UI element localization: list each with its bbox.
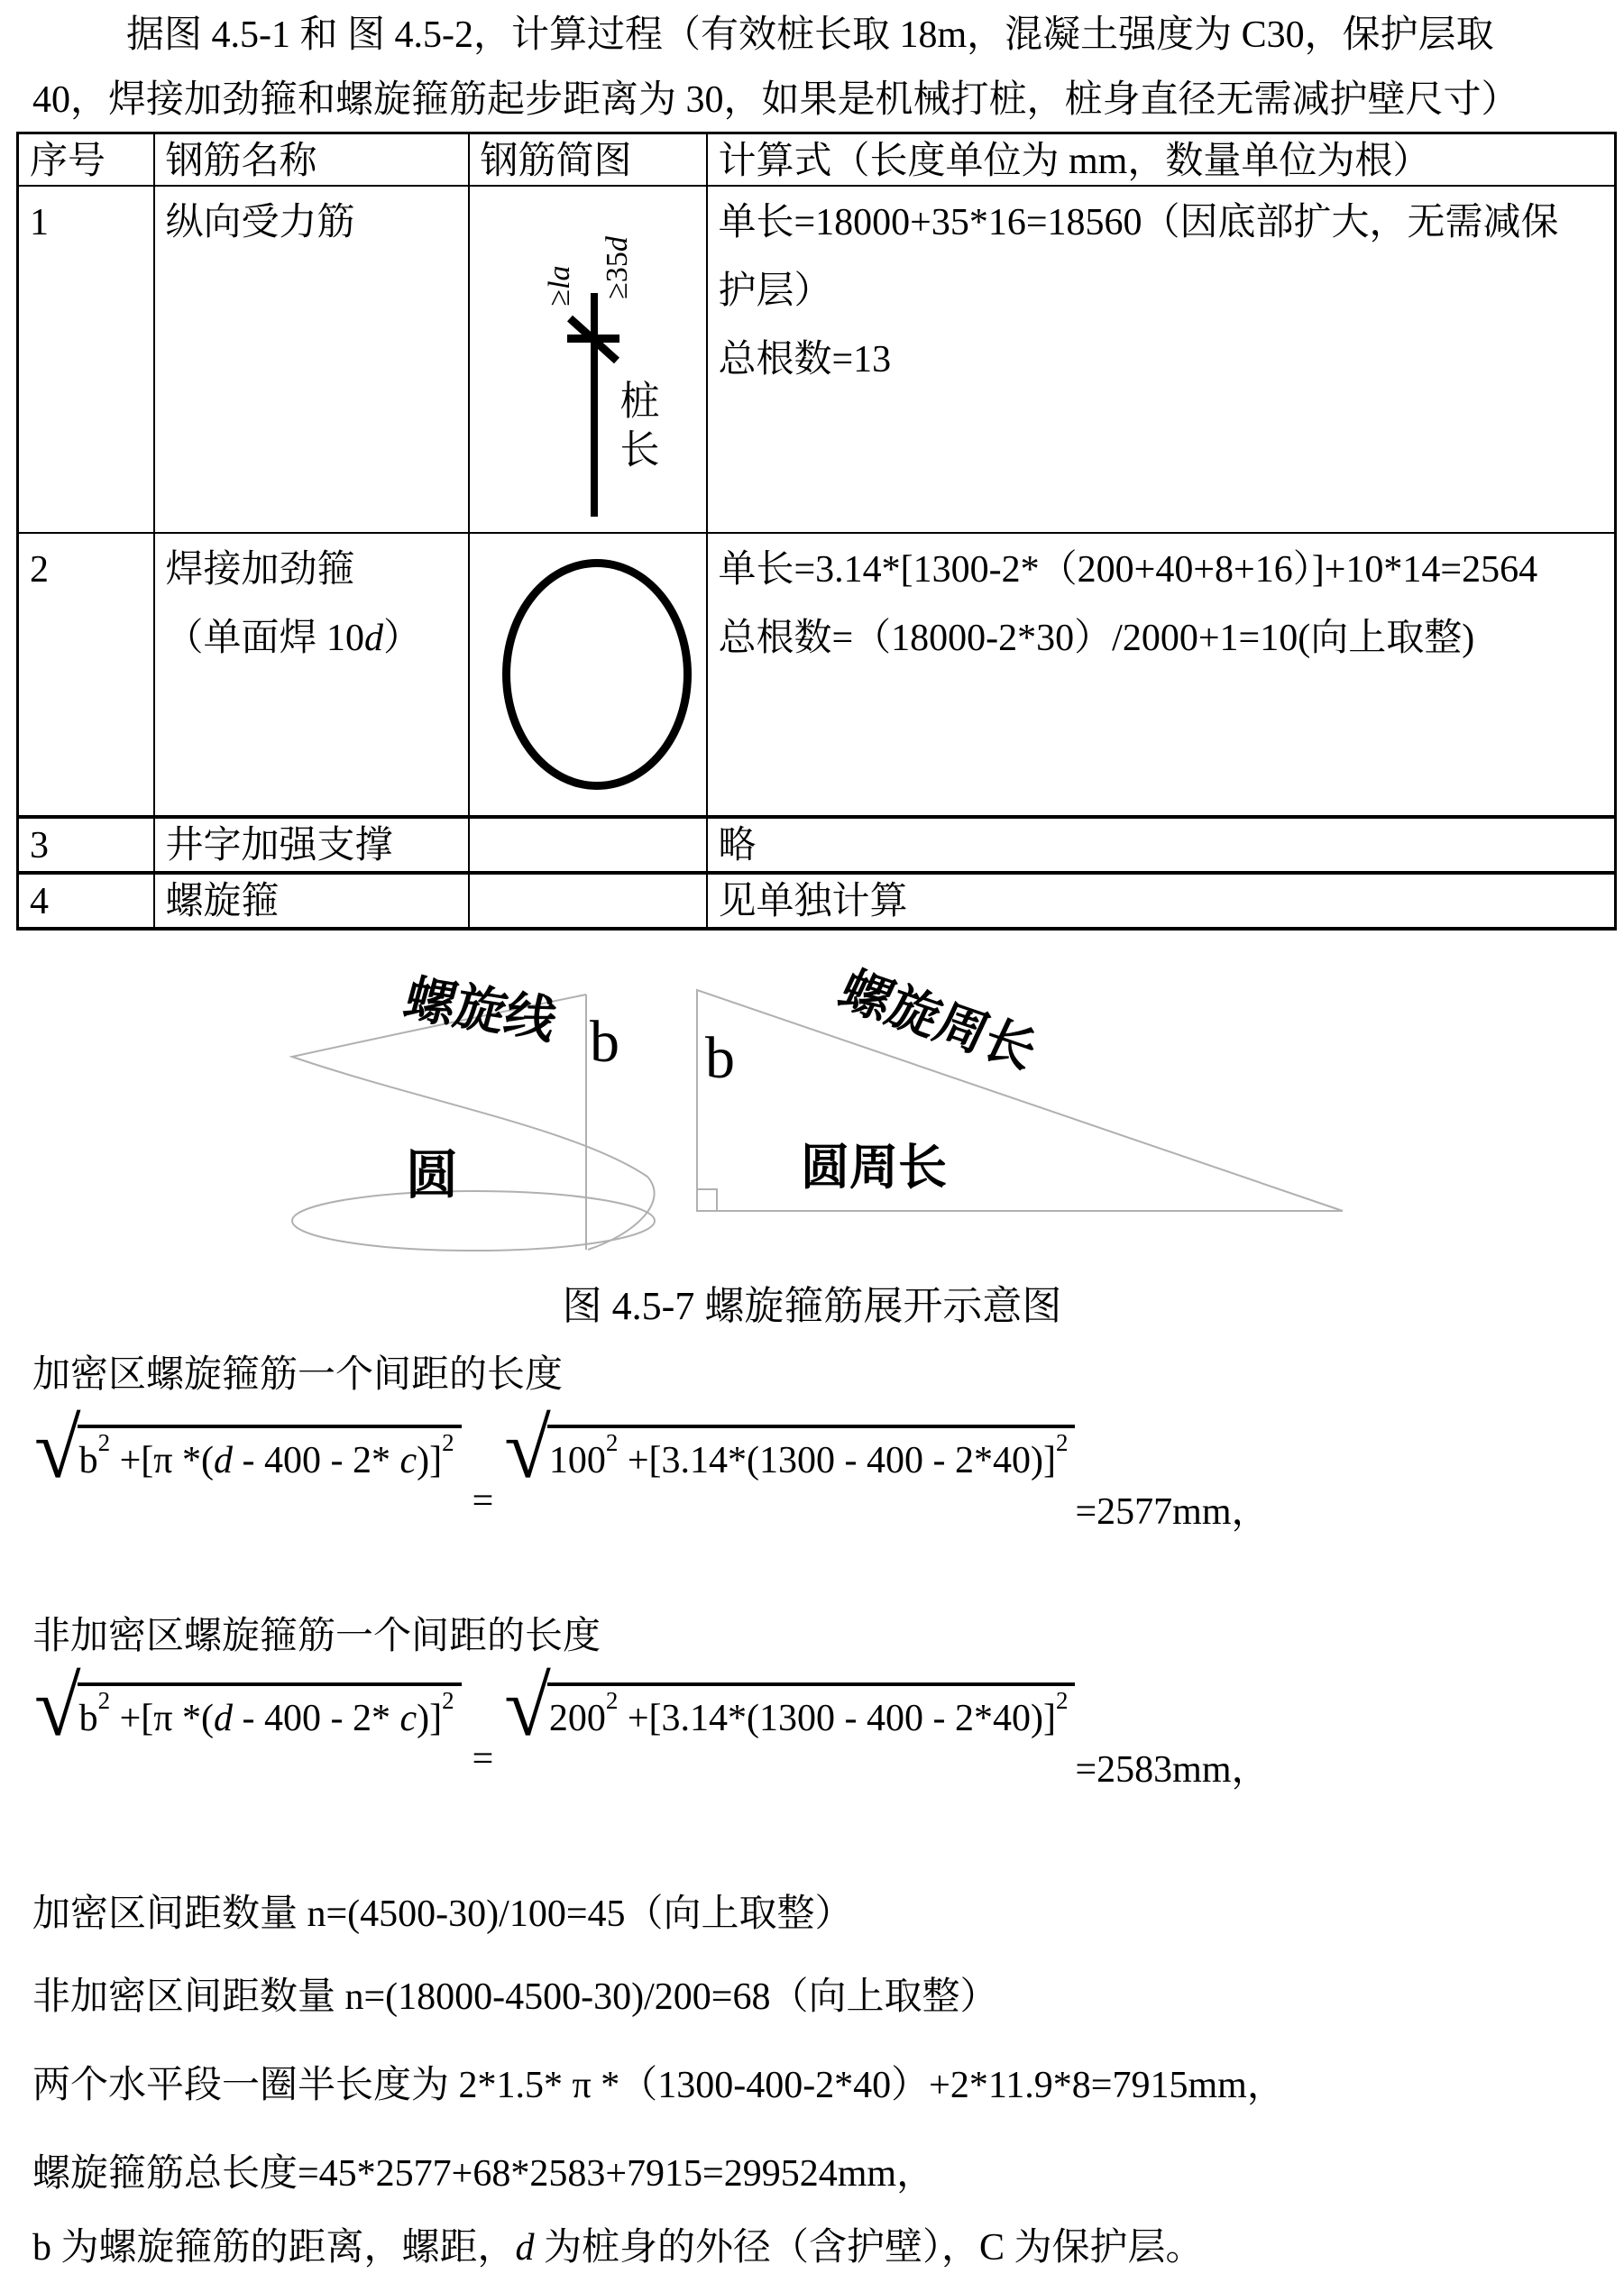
- pitch-b-label-right: b: [705, 1025, 735, 1091]
- base-circle-ellipse: [292, 1191, 655, 1251]
- sqrt-numeric: √ $100^2 +[3.14*(1300 - 400 - 2*40)]^2$: [504, 1425, 1075, 1491]
- intro-line-2: 40，焊接加劲箍和螺旋箍筋起步距离为 30，如果是机械打桩，桩身直径无需减护壁尺寸）: [32, 79, 1519, 121]
- formula-result: =2577mm，: [1075, 1491, 1270, 1533]
- rebar-table: [16, 132, 1617, 931]
- radical-sign: √: [34, 1402, 81, 1496]
- row3-no: 3: [18, 817, 154, 873]
- radical-sign: √: [504, 1660, 551, 1754]
- header-sketch: 钢筋简图: [469, 133, 707, 187]
- pitch-b-label-left: b: [590, 1009, 619, 1075]
- non-dense-spacing-count-line: 非加密区间距数量 n=(18000-4500-30)/200=68（向上取整）: [32, 1976, 998, 2018]
- anchor-length-label: ≥la: [542, 265, 576, 307]
- table-header-row: [18, 133, 1616, 187]
- longitudinal-bar-sketch: [481, 188, 702, 532]
- equals-sign: =: [472, 1738, 494, 1780]
- row2-sketch-cell: [469, 533, 707, 817]
- sqrt-symbolic: √ $b^2 +[\pi$ *(d - 400 - 2* c)]$^2$: [34, 1425, 462, 1491]
- table-row: [18, 817, 1616, 873]
- row2-no: 2: [18, 533, 154, 817]
- row2-name-line2: （单面焊 10d）: [165, 618, 422, 659]
- sqrt-numeric: √ $200^2 +[3.14*(1300 - 400 - 2*40)]^2$: [504, 1682, 1075, 1749]
- circle-circumference-label: 圆周长: [801, 1141, 947, 1195]
- row1-sketch-cell: [469, 186, 707, 533]
- table-row: [18, 533, 1616, 817]
- sqrt-symbolic: √ $b^2 +[\pi$ *(d - 400 - 2* c)]$^2$: [34, 1682, 462, 1749]
- lap-length-label: ≥35d: [600, 236, 634, 299]
- right-angle-marker: [697, 1189, 717, 1211]
- radical-sign: √: [34, 1660, 81, 1754]
- row4-sketch-cell: [469, 873, 707, 929]
- row4-name: 螺旋箍: [154, 873, 469, 929]
- pile-bar-line: [591, 293, 598, 517]
- row2-calc: 单长=3.14*[1300-2*（200+40+8+16）]+10*14=2564 总根数=（18000-2*30）/2000+1=10(向上取整): [707, 533, 1616, 817]
- non-dense-zone-formula: [34, 1660, 1270, 1791]
- dense-spacing-count-line: 加密区间距数量 n=(4500-30)/100=45（向上取整）: [32, 1893, 853, 1935]
- spiral-unfold-diagram: [0, 974, 1624, 1271]
- header-formula: 计算式（长度单位为 mm，数量单位为根）: [707, 133, 1616, 187]
- table-row: [18, 186, 1616, 533]
- row1-no: 1: [18, 186, 154, 533]
- row1-name: 纵向受力筋: [154, 186, 469, 533]
- equals-sign: =: [472, 1481, 494, 1522]
- non-dense-zone-title: 非加密区螺旋箍筋一个间距的长度: [32, 1616, 601, 1657]
- row3-name: 井字加强支撑: [154, 817, 469, 873]
- dense-zone-title: 加密区螺旋箍筋一个间距的长度: [32, 1354, 564, 1396]
- row2-name: 焊接加劲箍 （单面焊 10d）: [154, 533, 469, 817]
- formula-result: =2583mm，: [1075, 1749, 1270, 1791]
- total-length-line: 螺旋箍筋总长度=45*2577+68*2583+7915=299524mm，: [32, 2153, 935, 2195]
- helix-circumference-label: 螺旋周长: [830, 962, 1045, 1080]
- radical-sign: √: [504, 1402, 551, 1496]
- row3-sketch-cell: [469, 817, 707, 873]
- row3-calc: 略: [707, 817, 1616, 873]
- stiffening-hoop-circle: [502, 559, 692, 790]
- circle-label: 圆: [406, 1146, 459, 1205]
- dense-zone-formula: [34, 1402, 1270, 1533]
- helix-label: 螺旋线: [398, 971, 563, 1050]
- table-row: [18, 873, 1616, 929]
- row1-calc: 单长=18000+35*16=18560（因底部扩大，无需减保 护层） 总根数=13: [707, 186, 1616, 533]
- horizontal-segment-line: 两个水平段一圈半长度为 2*1.5* π *（1300-400-2*40）+2*11.9*8=7915mm，: [32, 2065, 1285, 2106]
- row4-no: 4: [18, 873, 154, 929]
- intro-line-1: 据图 4.5-1 和 图 4.5-2，计算过程（有效桩长取 18m，混凝土强度为 C30，保护层取: [126, 14, 1494, 56]
- figure-caption: 图 4.5-7 螺旋箍筋展开示意图: [562, 1284, 1062, 1328]
- header-name: 钢筋名称: [154, 133, 469, 187]
- row4-calc: 见单独计算: [707, 873, 1616, 929]
- legend-note-line: b 为螺旋箍筋的距离，螺距，d 为桩身的外径（含护壁），C 为保护层。: [32, 2227, 1204, 2269]
- header-no: 序号: [18, 133, 154, 187]
- pile-length-label: 桩长: [613, 380, 658, 477]
